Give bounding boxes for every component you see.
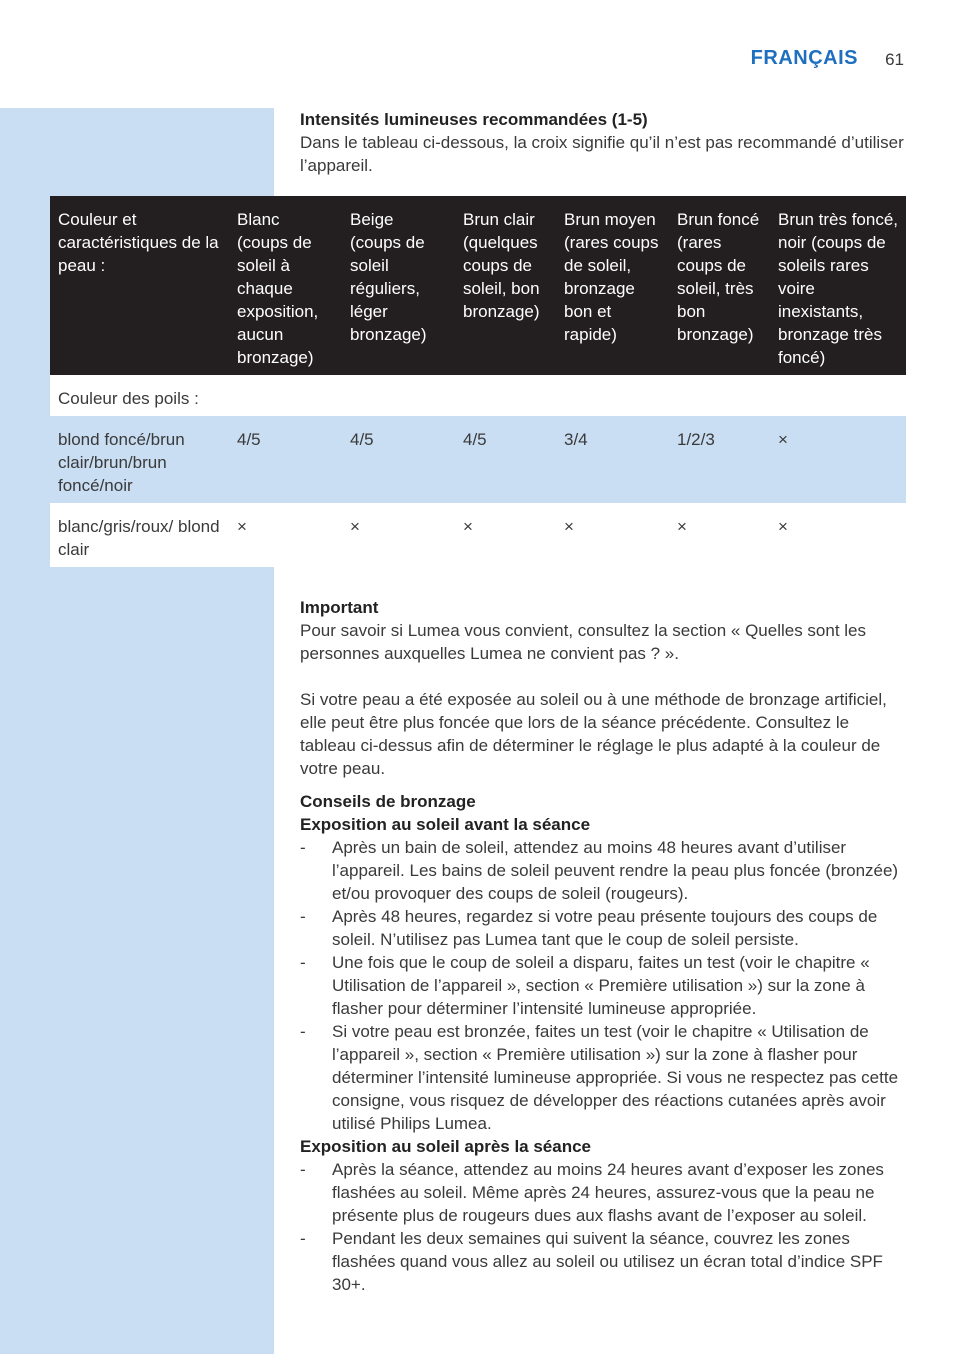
table-cell: 4/5 — [342, 416, 455, 503]
list-item: - Après un bain de soleil, attendez au moins 48 heures avant d’utiliser l’appareil. Les bains de soleil peuvent rendre la peau plus foncée (bronzée) et/ou provoquer des coups de soleil (rougeurs). — [300, 836, 906, 905]
table-cell: × — [455, 503, 556, 567]
table-header-cell: Beige (coups de soleil réguliers, léger bronzage) — [342, 196, 455, 375]
table-header-row — [50, 196, 906, 375]
table-cell: 1/2/3 — [669, 416, 770, 503]
table-cell: × — [770, 503, 906, 567]
tanning-heading: Conseils de bronzage — [300, 792, 476, 811]
after-list — [300, 1158, 906, 1296]
intro-heading: Intensités lumineuses recommandées (1-5) — [300, 110, 648, 129]
list-item: - Pendant les deux semaines qui suivent la séance, couvrez les zones flashées quand vous allez au soleil ou utilisez un écran total d’indice SPF 30+. — [300, 1227, 906, 1296]
table-row — [50, 375, 906, 416]
list-item: - Une fois que le coup de soleil a disparu, faites un test (voir le chapitre « Utilisation de l’appareil », section « Première utilisation ») sur la zone à flasher pour déterminer l’intensité lumineuse appropriée. — [300, 951, 906, 1020]
page-number: 61 — [885, 50, 904, 69]
table-cell: blond foncé/brun clair/brun/brun foncé/noir — [50, 416, 229, 503]
intro-section — [300, 108, 906, 177]
list-item: - Après 48 heures, regardez si votre peau présente toujours des coups de soleil. N’utilisez pas Lumea tant que le coup de soleil persiste. — [300, 905, 906, 951]
table-cell: 4/5 — [229, 416, 342, 503]
table-cell: × — [342, 503, 455, 567]
table-cell: × — [556, 503, 669, 567]
tanning-section — [300, 790, 906, 1296]
list-item: - Si votre peau est bronzée, faites un test (voir le chapitre « Utilisation de l’appareil », section « Première utilisation ») sur la zone à flasher pour déterminer l’intensité lumineuse appropriée. Si vous ne respectez pas cette consigne, vous risquez de développer des réactions cutanées après avoir utilisé Philips Lumea. — [300, 1020, 906, 1135]
before-list — [300, 836, 906, 1135]
skin-hair-table — [50, 196, 906, 567]
before-heading: Exposition au soleil avant la séance — [300, 815, 591, 834]
table-header-cell: Brun foncé (rares coups de soleil, très bon bronzage) — [669, 196, 770, 375]
table-header-cell: Brun moyen (rares coups de soleil, bronzage bon et rapide) — [556, 196, 669, 375]
table-cell: 4/5 — [455, 416, 556, 503]
table-cell: × — [229, 503, 342, 567]
table-header-cell: Couleur et caractéristiques de la peau : — [50, 196, 229, 375]
important-heading: Important — [300, 598, 379, 617]
table-header-cell: Blanc (coups de soleil à chaque exposition, aucun bronzage) — [229, 196, 342, 375]
after-heading: Exposition au soleil après la séance — [300, 1137, 592, 1156]
table-cell: blanc/gris/roux/ blond clair — [50, 503, 229, 567]
table-cell: 3/4 — [556, 416, 669, 503]
intro-text: Dans le tableau ci-dessous, la croix signifie qu’il n’est pas recommandé d’utiliser l’appareil. — [300, 133, 904, 175]
table-header-cell: Brun très foncé, noir (coups de soleils rares voire inexistants, bronzage très foncé) — [770, 196, 906, 375]
important-paragraph: Si votre peau a été exposée au soleil ou à une méthode de bronzage artificiel, elle peut être plus foncée que lors de la séance précédente. Consultez le tableau ci-dessus afin de déterminer le réglage le plus adapté à la couleur de votre peau. — [300, 690, 887, 778]
table-header-cell: Brun clair (quelques coups de soleil, bon bronzage) — [455, 196, 556, 375]
language-label: FRANÇAIS — [750, 47, 858, 69]
table-row — [50, 416, 906, 503]
hair-color-label: Couleur des poils : — [50, 375, 906, 416]
table-cell: × — [770, 416, 906, 503]
list-item: - Après la séance, attendez au moins 24 heures avant d’exposer les zones flashées au soleil. Même après 24 heures, assurez-vous que la peau ne présente plus de rougeurs dues aux flashs avant de l’exposer au soleil. — [300, 1158, 906, 1227]
table-cell: × — [669, 503, 770, 567]
table-row — [50, 503, 906, 567]
important-paragraph: Pour savoir si Lumea vous convient, consultez la section « Quelles sont les personnes auxquelles Lumea ne convient pas ? ». — [300, 621, 867, 663]
important-section — [300, 596, 906, 780]
